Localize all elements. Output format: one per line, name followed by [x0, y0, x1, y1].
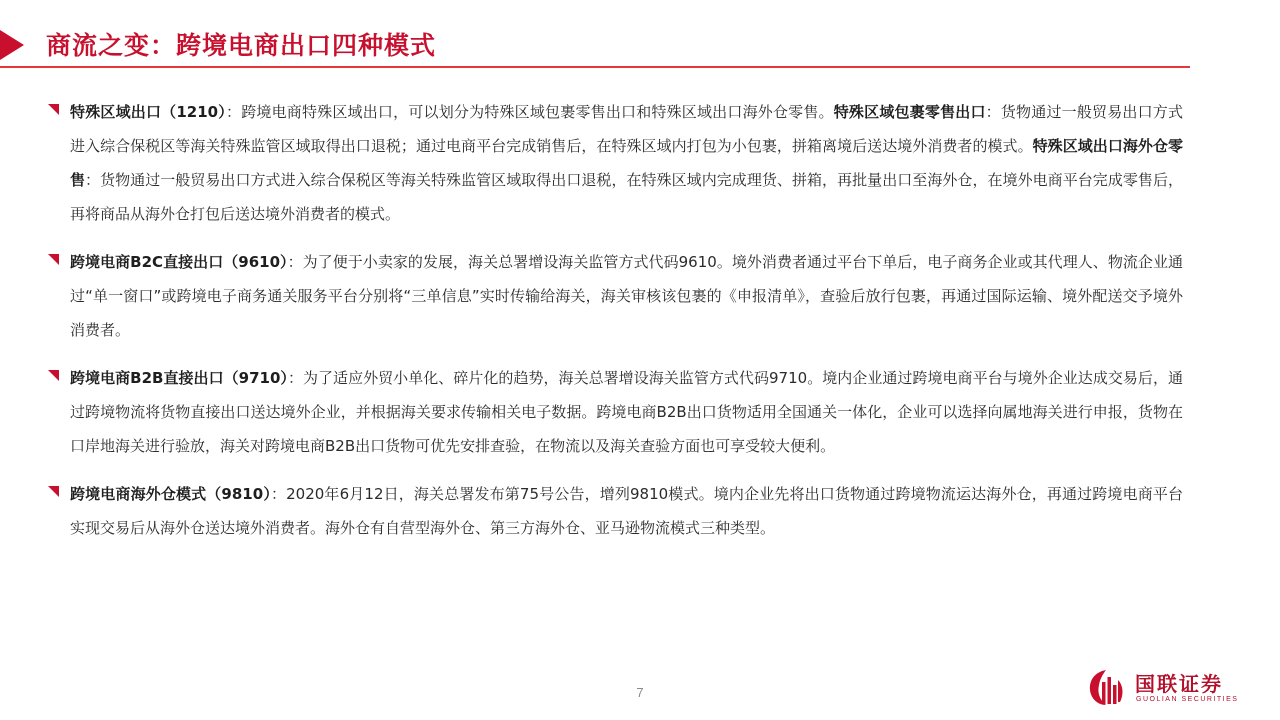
title-marker-icon	[0, 30, 24, 60]
term-1210: 特殊区域出口（1210）	[70, 103, 226, 121]
text-1210-c: ：货物通过一般贸易出口方式进入综合保税区等海关特殊监管区域取得出口退税，在特殊区域内完成理货、拼箱，再批量出口至海外仓，在境外电商平台完成零售后，再将商品从海外仓打包后送达境外消费者的模式。	[70, 171, 1183, 223]
term-overseas-warehouse-retail: 特殊区域出口海外仓零售	[70, 137, 1183, 189]
red-triangle-bullet-icon	[48, 486, 59, 497]
term-9710: 跨境电商B2B直接出口（9710）	[70, 369, 288, 387]
list-item-1210	[48, 95, 1183, 231]
red-triangle-bullet-icon	[48, 370, 59, 381]
text-9610: ：为了便于小卖家的发展，海关总署增设海关监管方式代码9610。境外消费者通过平台下单后，电子商务企业或其代理人、物流企业通过“单一窗口”或跨境电子商务通关服务平台分别将“三单信息”实时传输给海关，海关审核该包裹的《申报清单》，查验后放行包裹，再通过国际运输、境外配送交予境外消费者。	[70, 253, 1183, 339]
text-9810: ：2020年6月12日，海关总署发布第75号公告，增列9810模式。境内企业先将出口货物通过跨境物流运达海外仓，再通过跨境电商平台实现交易后从海外仓送达境外消费者。海外仓有自营型海外仓、第三方海外仓、亚马逊物流模式三种类型。	[70, 485, 1184, 537]
red-triangle-bullet-icon	[48, 254, 59, 265]
red-triangle-bullet-icon	[48, 104, 59, 115]
term-9810: 跨境电商海外仓模式（9810）	[70, 485, 271, 503]
text-9710: ：为了适应外贸小单化、碎片化的趋势，海关总署增设海关监管方式代码9710。境内企业通过跨境电商平台与境外企业达成交易后，通过跨境物流将货物直接出口送达境外企业，并根据海关要求传输相关电子数据。跨境电商B2B出口货物适用全国通关一体化，企业可以选择向属地海关进行申报，货物在口岸地海关进行验放，海关对跨境电商B2B出口货物可优先安排查验，在物流以及海关查验方面也可享受较大便利。	[70, 369, 1183, 455]
paragraph-9610	[70, 245, 1183, 347]
content-body	[48, 95, 1183, 559]
text-1210-a: ：跨境电商特殊区域出口，可以划分为特殊区域包裹零售出口和特殊区域出口海外仓零售。	[226, 103, 834, 121]
paragraph-9810	[70, 477, 1183, 545]
logo-english-name: GUOLIAN SECURITIES	[1136, 696, 1239, 703]
company-logo	[1085, 664, 1245, 712]
logo-name: 国联证券	[1135, 672, 1223, 696]
list-item-9710	[48, 361, 1183, 463]
page-title: 商流之变：跨境电商出口四种模式	[46, 31, 437, 60]
guolian-flame-logo-icon	[1085, 666, 1127, 708]
page-number: 7	[636, 685, 644, 700]
paragraph-1210	[70, 95, 1183, 231]
term-parcel-retail: 特殊区域包裹零售出口	[833, 103, 986, 121]
list-item-9810	[48, 477, 1183, 545]
paragraph-9710	[70, 361, 1183, 463]
term-9610: 跨境电商B2C直接出口（9610）	[70, 253, 288, 271]
text-1210-b: ：货物通过一般贸易出口方式进入综合保税区等海关特殊监管区域取得出口退税；通过电商平台完成销售后，在特殊区域内打包为小包裹，拼箱离境后送达境外消费者的模式。	[70, 103, 1183, 155]
list-item-9610	[48, 245, 1183, 347]
title-divider	[0, 66, 1190, 68]
